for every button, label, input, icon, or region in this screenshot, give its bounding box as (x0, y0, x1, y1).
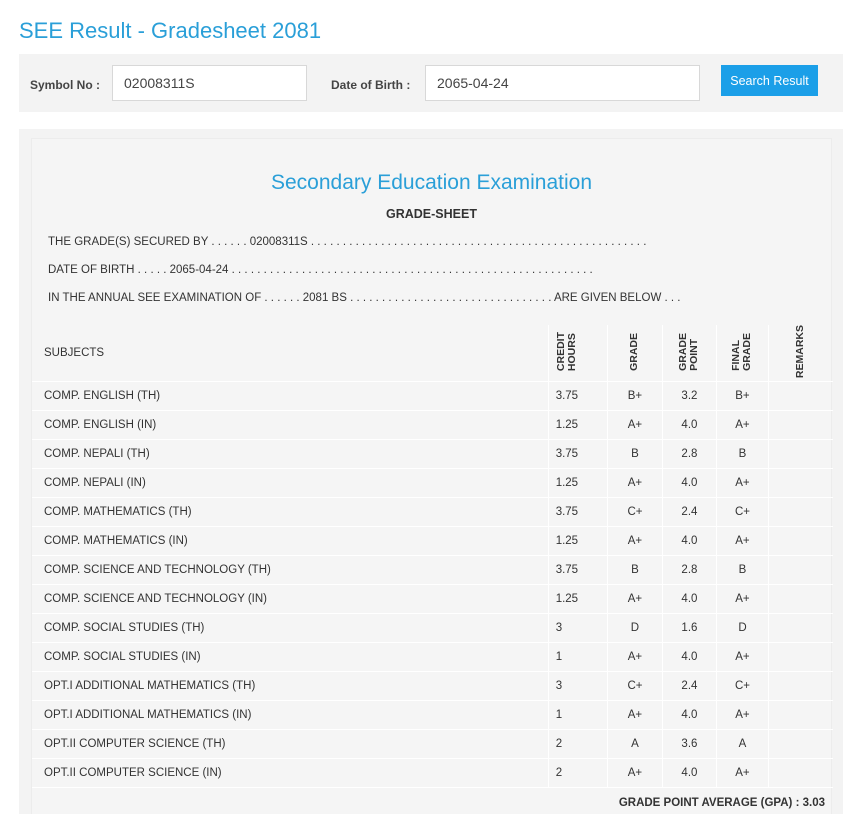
credit-hours-cell: 1 (548, 701, 608, 730)
secured-by-prefix: THE GRADE(S) SECURED BY . . . . . . (48, 236, 247, 248)
table-row (32, 556, 833, 585)
credit-hours-cell: 1.25 (548, 585, 608, 614)
exam-line (48, 292, 680, 304)
header-final-grade-text: FINAL GRADE (730, 332, 754, 371)
remarks-cell (768, 730, 833, 759)
grade-point-cell: 4.0 (662, 759, 717, 788)
subject-cell: COMP. SOCIAL STUDIES (TH) (32, 614, 548, 643)
exam-line-suffix: . . . . . . . . . . . . . . . . . . . . . . . . . . . . . . . . ARE GIVEN BELOW . . . (350, 292, 681, 304)
remarks-cell (768, 759, 833, 788)
grades-body (32, 382, 833, 788)
search-form (19, 54, 843, 112)
grade-cell: A+ (608, 411, 662, 440)
grade-point-cell: 4.0 (662, 701, 717, 730)
remarks-cell (768, 527, 833, 556)
final-grade-cell: C+ (717, 672, 769, 701)
subject-cell: OPT.II COMPUTER SCIENCE (IN) (32, 759, 548, 788)
secured-by-value: 02008311S (249, 236, 308, 248)
symbol-no-label: Symbol No : (30, 78, 101, 92)
remarks-cell (768, 411, 833, 440)
credit-hours-cell: 3.75 (548, 498, 608, 527)
dob-input[interactable]: 2065-04-24 (425, 65, 700, 101)
exam-title: Secondary Education Examination (270, 171, 593, 194)
dob-line-prefix: DATE OF BIRTH . . . . . (48, 264, 167, 276)
table-row (32, 585, 833, 614)
grade-cell: A (608, 730, 662, 759)
grade-point-cell: 2.4 (662, 498, 717, 527)
secured-by-suffix: . . . . . . . . . . . . . . . . . . . . . . . . . . . . . . . . . . . . . . . . . . . . . . . . . . . . . (310, 236, 647, 248)
secured-by-line (48, 236, 646, 248)
symbol-no-input[interactable]: 02008311S (112, 65, 307, 101)
final-grade-cell: A+ (717, 469, 769, 498)
subject-cell: OPT.I ADDITIONAL MATHEMATICS (IN) (32, 701, 548, 730)
grade-point-cell: 2.8 (662, 440, 717, 469)
header-credit-hours (548, 325, 608, 382)
grade-cell: C+ (608, 498, 662, 527)
remarks-cell (768, 382, 833, 411)
subject-cell: COMP. SCIENCE AND TECHNOLOGY (IN) (32, 585, 548, 614)
grade-cell: A+ (608, 527, 662, 556)
grade-cell: D (608, 614, 662, 643)
credit-hours-cell: 3.75 (548, 556, 608, 585)
grade-point-cell: 4.0 (662, 643, 717, 672)
table-row (32, 614, 833, 643)
subject-cell: COMP. SCIENCE AND TECHNOLOGY (TH) (32, 556, 548, 585)
header-grade (608, 325, 662, 382)
final-grade-cell: B (717, 556, 769, 585)
grades-header-row (32, 325, 833, 382)
subject-cell: COMP. ENGLISH (IN) (32, 411, 548, 440)
remarks-cell (768, 585, 833, 614)
subject-cell: COMP. MATHEMATICS (IN) (32, 527, 548, 556)
final-grade-cell: D (717, 614, 769, 643)
grade-point-cell: 3.2 (662, 382, 717, 411)
grade-point-cell: 3.6 (662, 730, 717, 759)
final-grade-cell: A+ (717, 527, 769, 556)
final-grade-cell: B+ (717, 382, 769, 411)
grade-point-cell: 1.6 (662, 614, 717, 643)
table-row (32, 672, 833, 701)
grade-cell: A+ (608, 701, 662, 730)
header-final-grade (717, 325, 769, 382)
remarks-cell (768, 672, 833, 701)
gradesheet-card (31, 138, 832, 814)
subject-cell: COMP. MATHEMATICS (TH) (32, 498, 548, 527)
table-row (32, 730, 833, 759)
header-credit-hours-text: CREDIT HOURS (554, 332, 578, 372)
final-grade-cell: B (717, 440, 769, 469)
final-grade-cell: A+ (717, 701, 769, 730)
gradesheet-heading: GRADE-SHEET (386, 207, 477, 221)
table-row (32, 382, 833, 411)
gradesheet-panel (19, 129, 843, 814)
remarks-cell (768, 440, 833, 469)
credit-hours-cell: 1.25 (548, 527, 608, 556)
page-title: SEE Result - Gradesheet 2081 (19, 18, 322, 43)
dob-line-suffix: . . . . . . . . . . . . . . . . . . . . . . . . . . . . . . . . . . . . . . . . . . . . . . . . . . . . . . . . . (231, 264, 593, 276)
table-row (32, 498, 833, 527)
grade-point-cell: 4.0 (662, 411, 717, 440)
credit-hours-cell: 3 (548, 672, 608, 701)
credit-hours-cell: 1.25 (548, 469, 608, 498)
final-grade-cell: C+ (717, 498, 769, 527)
dob-line-value: 2065-04-24 (169, 264, 229, 276)
grade-cell: C+ (608, 672, 662, 701)
credit-hours-cell: 2 (548, 759, 608, 788)
grade-cell: B+ (608, 382, 662, 411)
credit-hours-cell: 3.75 (548, 440, 608, 469)
credit-hours-cell: 2 (548, 730, 608, 759)
subject-cell: OPT.I ADDITIONAL MATHEMATICS (TH) (32, 672, 548, 701)
credit-hours-cell: 1 (548, 643, 608, 672)
table-row (32, 469, 833, 498)
remarks-cell (768, 498, 833, 527)
grade-cell: A+ (608, 759, 662, 788)
header-subjects: SUBJECTS (32, 325, 548, 382)
subject-cell: OPT.II COMPUTER SCIENCE (TH) (32, 730, 548, 759)
subject-cell: COMP. ENGLISH (TH) (32, 382, 548, 411)
final-grade-cell: A+ (717, 759, 769, 788)
header-grade-point (662, 325, 717, 382)
exam-line-value: 2081 BS (302, 292, 347, 304)
grades-table (32, 325, 833, 788)
remarks-cell (768, 643, 833, 672)
table-row (32, 440, 833, 469)
dob-line (48, 264, 593, 276)
grade-cell: B (608, 556, 662, 585)
table-row (32, 643, 833, 672)
subject-cell: COMP. NEPALI (IN) (32, 469, 548, 498)
final-grade-cell: A+ (717, 411, 769, 440)
grade-cell: A+ (608, 469, 662, 498)
gpa-summary: GRADE POINT AVERAGE (GPA) : 3.03 (618, 797, 825, 809)
subject-cell: COMP. NEPALI (TH) (32, 440, 548, 469)
remarks-cell (768, 556, 833, 585)
grade-point-cell: 4.0 (662, 527, 717, 556)
credit-hours-cell: 3.75 (548, 382, 608, 411)
credit-hours-cell: 1.25 (548, 411, 608, 440)
grade-point-cell: 4.0 (662, 469, 717, 498)
table-row (32, 701, 833, 730)
final-grade-cell: A (717, 730, 769, 759)
table-row (32, 527, 833, 556)
header-grade-text: GRADE (628, 332, 641, 371)
header-grade-point-text: GRADE POINT (677, 332, 701, 371)
search-result-button[interactable]: Search Result (721, 65, 818, 96)
grade-cell: A+ (608, 643, 662, 672)
header-remarks (768, 325, 833, 382)
exam-line-prefix: IN THE ANNUAL SEE EXAMINATION OF . . . . . . (48, 292, 300, 304)
table-row (32, 411, 833, 440)
final-grade-cell: A+ (717, 643, 769, 672)
remarks-cell (768, 614, 833, 643)
credit-hours-cell: 3 (548, 614, 608, 643)
grade-point-cell: 4.0 (662, 585, 717, 614)
grade-point-cell: 2.8 (662, 556, 717, 585)
grade-cell: A+ (608, 585, 662, 614)
table-row (32, 759, 833, 788)
grade-cell: B (608, 440, 662, 469)
remarks-cell (768, 701, 833, 730)
final-grade-cell: A+ (717, 585, 769, 614)
subject-cell: COMP. SOCIAL STUDIES (IN) (32, 643, 548, 672)
header-remarks-text: REMARKS (794, 325, 807, 379)
grade-point-cell: 2.4 (662, 672, 717, 701)
remarks-cell (768, 469, 833, 498)
dob-label: Date of Birth : (331, 78, 411, 92)
